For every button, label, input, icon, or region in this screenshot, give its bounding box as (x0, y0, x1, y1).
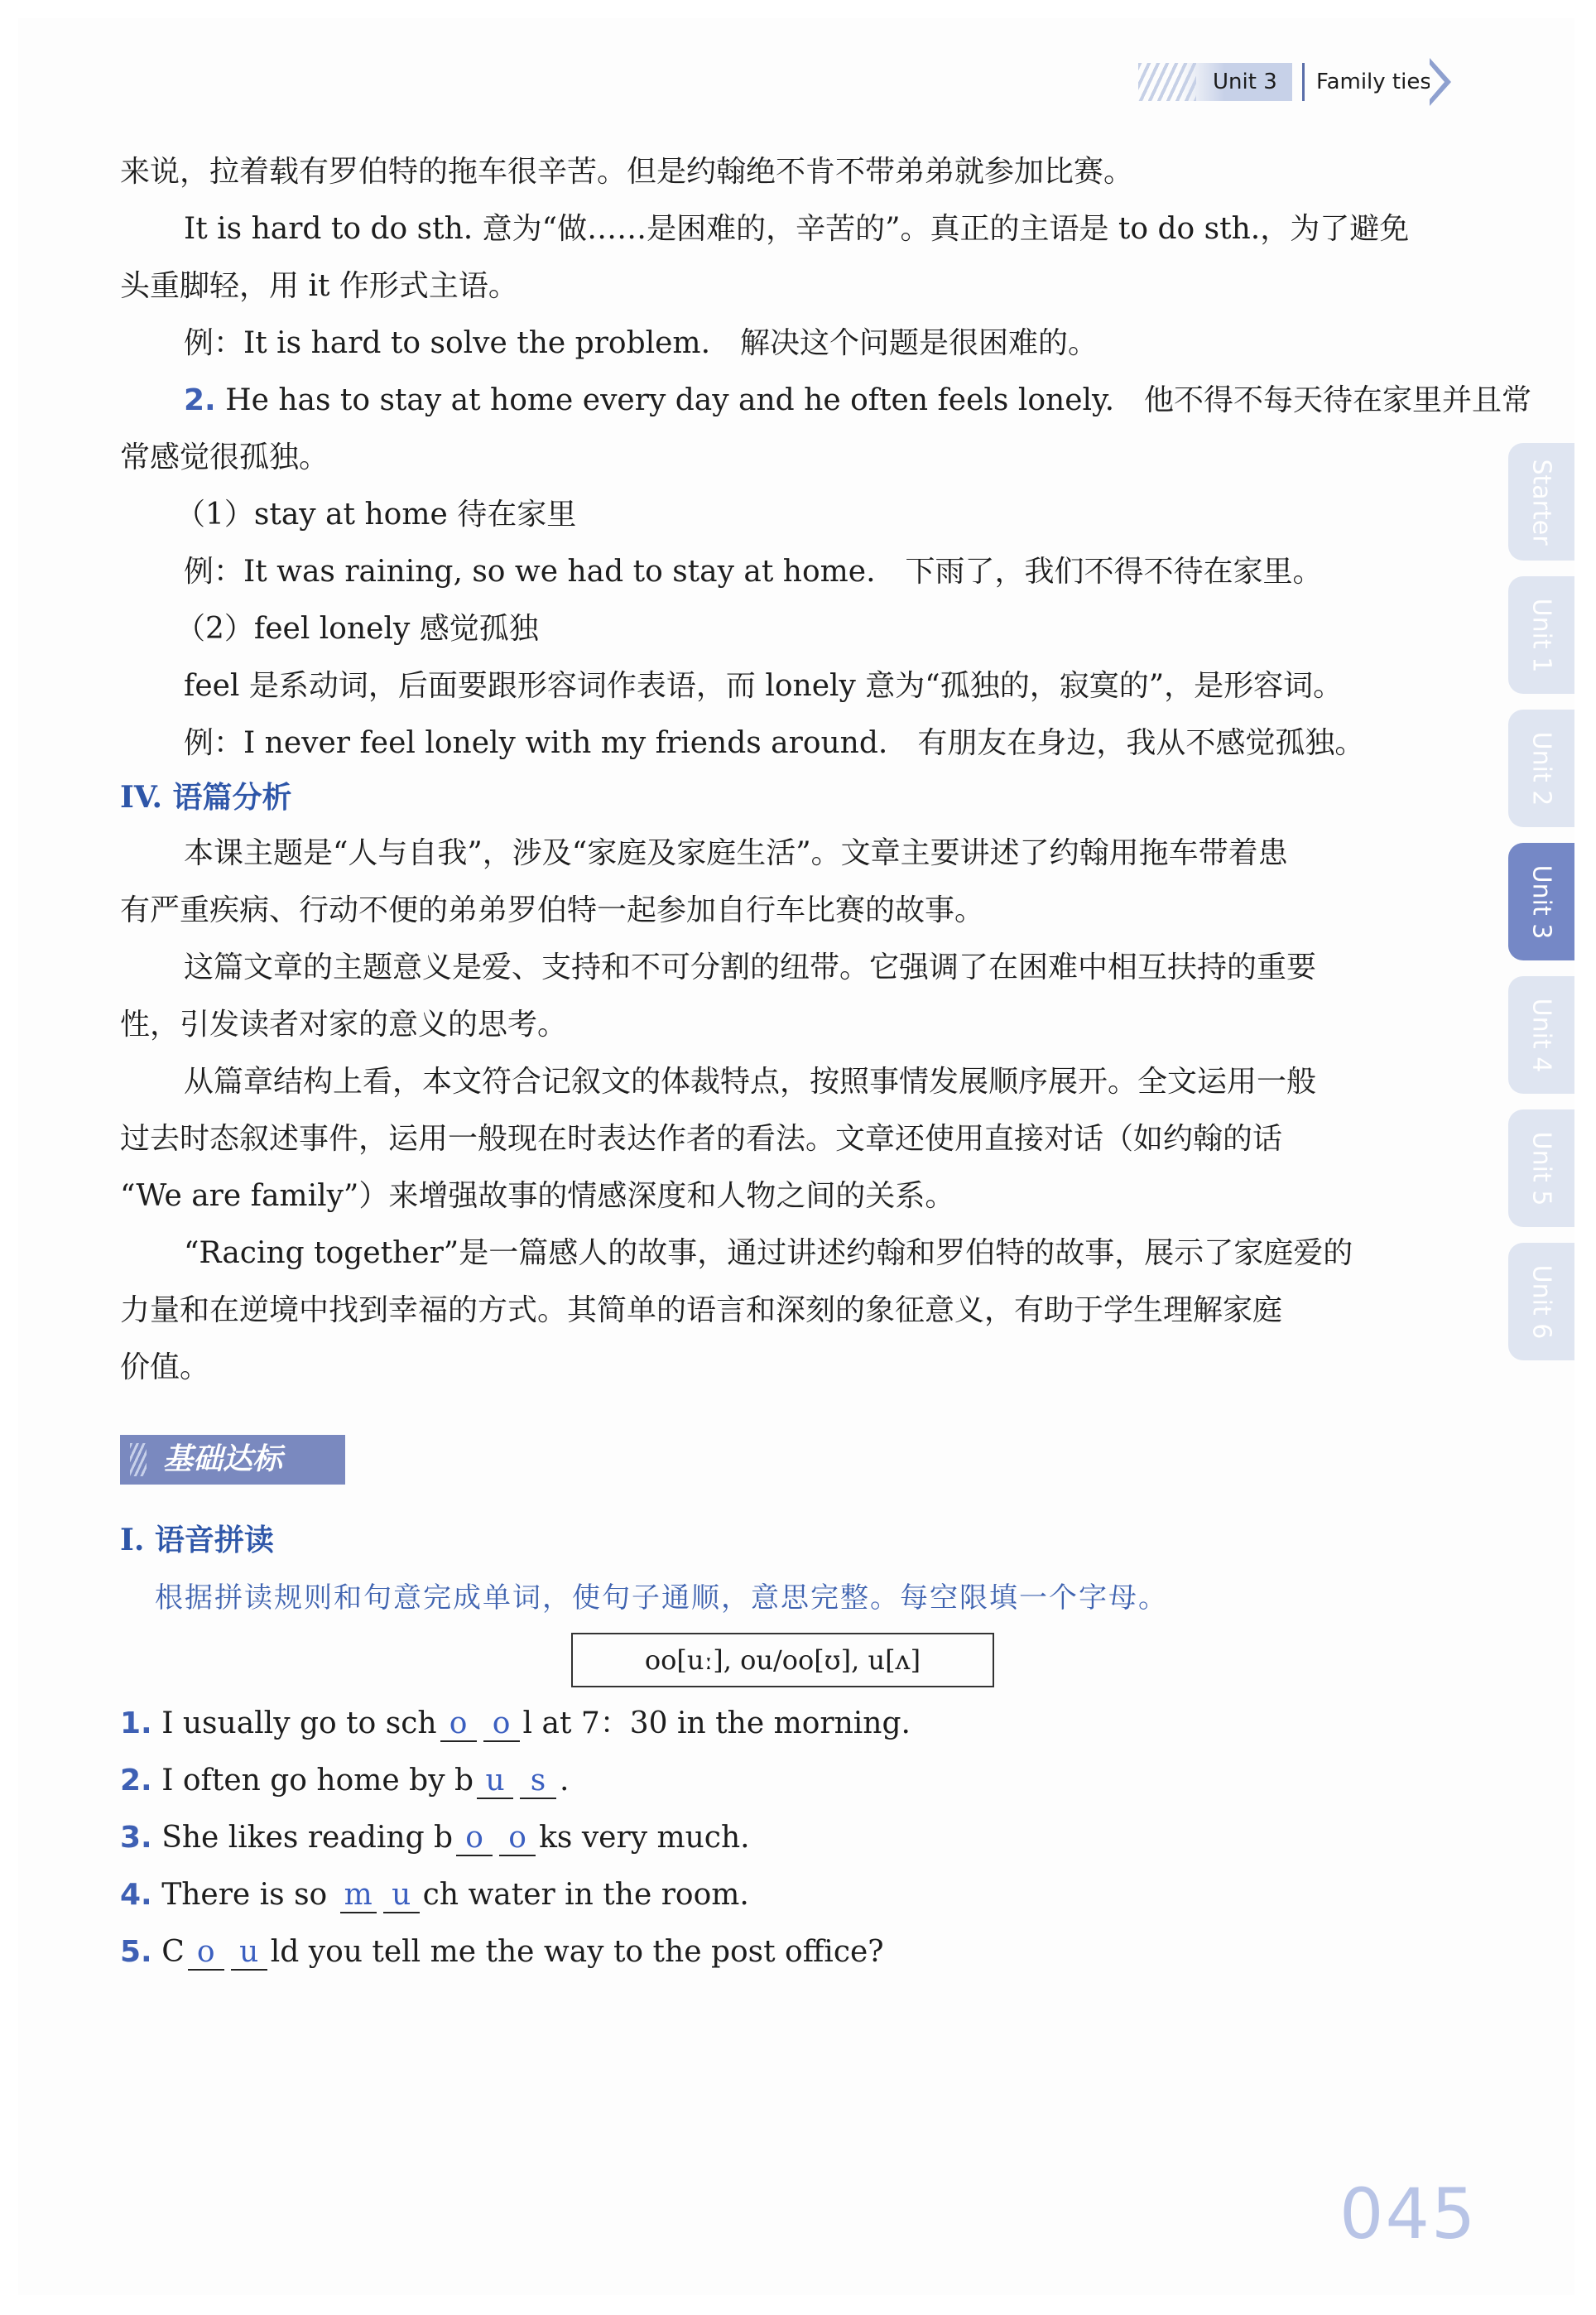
tab-label: Unit 2 (1526, 731, 1556, 806)
item-number: 5. (120, 1935, 152, 1969)
text-line: 价值。 (120, 1350, 210, 1384)
section-heading: IV. 语篇分析 (120, 780, 292, 815)
example-line: 例：It is hard to solve the problem. 解决这个问题是很困难的。 (184, 326, 1098, 360)
text-line: “Racing together”是一篇感人的故事，通过讲述约翰和罗伯特的故事，展示了家庭爱的 (184, 1236, 1353, 1270)
tab-unit-2[interactable] (1508, 710, 1574, 827)
tab-unit-4[interactable] (1508, 976, 1574, 1094)
sentence-end: . (560, 1764, 570, 1798)
chevron-inner (1430, 65, 1445, 99)
tab-label: Unit 4 (1526, 998, 1556, 1072)
answer-blank[interactable]: u (477, 1764, 513, 1799)
page-number: 045 (1339, 2173, 1478, 2255)
answer-blank[interactable]: u (383, 1879, 420, 1913)
text-line: 性，引发读者对家的意义的思考。 (120, 1008, 568, 1042)
item-number: 1. (120, 1706, 152, 1740)
section-heading: I. 语音拼读 (120, 1523, 274, 1557)
sentence-end: ks very much. (539, 1821, 750, 1855)
text-line: 从篇章结构上看，本文符合记叙文的体裁特点，按照事情发展顺序展开。全文运用一般 (184, 1065, 1317, 1099)
text-line: 有严重疾病、行动不便的弟弟罗伯特一起参加自行车比赛的故事。 (120, 893, 985, 927)
text-line: feel 是系动词，后面要跟形容词作表语，而 lonely 意为“孤独的，寂寞的”，是形容词。 (184, 669, 1344, 703)
phonics-rule-box: oo[uː], ou/oo[ʊ], u[ʌ] (571, 1633, 994, 1687)
text-line (184, 379, 1531, 422)
item-number: 2. (184, 383, 216, 417)
text-line: 本课主题是“人与自我”，涉及“家庭及家庭生活”。文章主要讲述了约翰用拖车带着患 (184, 836, 1288, 870)
tab-unit-6[interactable] (1508, 1243, 1574, 1360)
text-line: 过去时态叙述事件，运用一般现在时表达作者的看法。文章还使用直接对话（如约翰的话 (120, 1122, 1283, 1156)
section-banner: 基础达标 (120, 1435, 345, 1485)
tab-starter[interactable] (1508, 443, 1574, 561)
item-number: 3. (120, 1821, 152, 1855)
sentence-start: She likes reading b (161, 1821, 454, 1855)
sentence-start: I usually go to sch (161, 1706, 437, 1740)
text-line: （2）feel lonely 感觉孤独 (175, 612, 539, 646)
text-line: 这篇文章的主题意义是爱、支持和不可分割的纽带。它强调了在困难中相互扶持的重要 (184, 951, 1317, 984)
sentence-start: I often go home by b (161, 1764, 474, 1798)
exercise-item (120, 1759, 569, 1802)
item-number: 2. (120, 1764, 152, 1798)
tab-label: Unit 3 (1526, 864, 1556, 939)
answer-blank[interactable]: m (340, 1879, 377, 1913)
exercise-item (120, 1874, 749, 1917)
sentence-end: l at 7：30 in the morning. (522, 1706, 911, 1740)
instruction-text: 根据拼读规则和句意完成单词，使句子通顺，意思完整。每空限填一个字母。 (155, 1581, 1168, 1615)
answer-blank[interactable]: o (483, 1707, 520, 1742)
header-title: Family ties (1302, 63, 1431, 101)
tab-label: Unit 6 (1526, 1264, 1556, 1339)
exercise-item (120, 1931, 884, 1974)
example-line: 例：It was raining, so we had to stay at home. 下雨了，我们不得不待在家里。 (184, 555, 1323, 589)
answer-blank[interactable]: o (499, 1822, 536, 1856)
tab-label: Unit 5 (1526, 1131, 1556, 1206)
sentence-end: ch water in the room. (422, 1878, 749, 1912)
answer-blank[interactable]: s (520, 1764, 556, 1799)
sentence-start: There is so (161, 1878, 337, 1912)
text-content: He has to stay at home every day and he often feels lonely. 他不得不每天待在家里并且常 (225, 383, 1532, 417)
text-line: 来说，拉着载有罗伯特的拖车很辛苦。但是约翰绝不肯不带弟弟就参加比赛。 (120, 155, 1134, 189)
answer-blank[interactable]: u (231, 1936, 267, 1971)
text-line: （1）stay at home 待在家里 (175, 498, 577, 532)
exercise-item (120, 1817, 750, 1860)
text-line: “We are family”）来增强故事的情感深度和人物之间的关系。 (120, 1179, 955, 1213)
tab-label: Starter (1526, 458, 1556, 546)
tab-label: Unit 1 (1526, 598, 1556, 672)
text-line: 力量和在逆境中找到幸福的方式。其简单的语言和深刻的象征意义，有助于学生理解家庭 (120, 1293, 1283, 1327)
answer-blank[interactable]: o (440, 1707, 477, 1742)
text-line: It is hard to do sth. 意为“做……是困难的，辛苦的”。真正的主语是 to do sth.，为了避免 (184, 212, 1410, 246)
exercise-item (120, 1702, 911, 1745)
sentence-end: ld you tell me the way to the post office? (270, 1935, 884, 1969)
header-unit: Unit 3 (1180, 63, 1292, 101)
sentence-start: C (161, 1935, 185, 1969)
running-header (1138, 56, 1465, 111)
item-number: 4. (120, 1878, 152, 1912)
tab-unit-3[interactable] (1508, 843, 1574, 960)
text-line: 头重脚轻，用 it 作形式主语。 (120, 269, 518, 303)
answer-blank[interactable]: o (456, 1822, 493, 1856)
example-line: 例：I never feel lonely with my friends around. 有朋友在身边，我从不感觉孤独。 (184, 726, 1365, 760)
tab-unit-5[interactable] (1508, 1109, 1574, 1227)
tab-unit-1[interactable] (1508, 576, 1574, 694)
answer-blank[interactable]: o (188, 1936, 224, 1971)
text-line: 常感觉很孤独。 (120, 440, 329, 474)
